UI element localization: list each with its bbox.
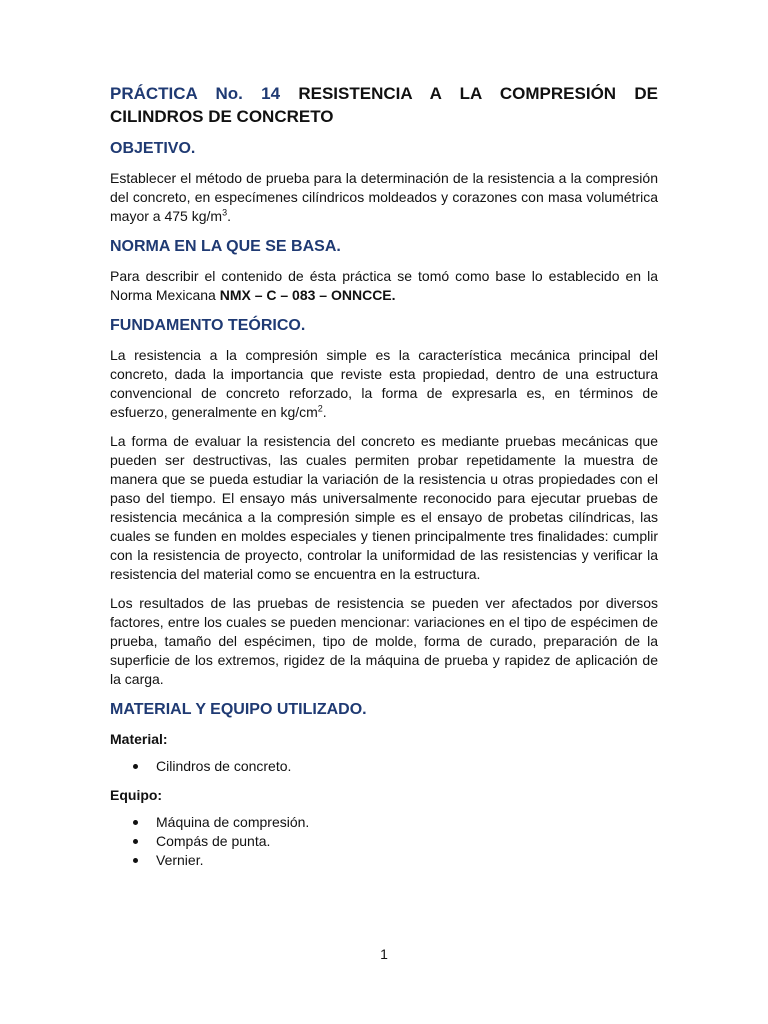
norma-text: Para describir el contenido de ésta práctica se tomó como base lo establecido en la Norma Mexicana xyxy=(110,268,658,303)
paragraph-norma xyxy=(110,267,658,305)
document-title xyxy=(110,82,658,128)
paragraph-fundamento-3: Los resultados de las pruebas de resistencia se pueden ver afectados por diversos factores, entre los cuales se pueden mencionar: variaciones en el tipo de espécimen de prueba, tamaño del espécimen, tipo de molde, forma de curado, preparación de la superficie de los extremos, rigidez de la máquina de prueba y rapidez de aplicación de la carga. xyxy=(110,595,658,687)
list-item: Vernier. xyxy=(110,851,658,870)
material-list xyxy=(110,757,658,776)
list-item: Cilindros de concreto. xyxy=(110,757,658,776)
paragraph-fundamento-2: La forma de evaluar la resistencia del concreto es mediante pruebas mecánicas que pueden ser destructivas, las cuales permiten probar repetidamente la muestra de manera que se pueda estudiar la variación de la resistencia u otras propiedades con el paso del tiempo. El ensayo más universalmente reconocido para ejecutar pruebas de resistencia mecánica a la compresión simple es el ensayo de probetas cilíndricas, las cuales se funden en moldes especiales y tienen principalmente tres finalidades: cumplir con la resistencia de proyecto, controlar la uniformidad de las resistencias y verificar la resistencia del material como se encuentra en la estructura. xyxy=(110,433,658,582)
title-prefix: PRÁCTICA No. 14 xyxy=(110,84,281,103)
objetivo-sup: 3 xyxy=(222,207,228,218)
fundamento-p1-text: La resistencia a la compresión simple es la característica mecánica principal del concreto, dada la importancia que reviste esta propiedad, dentro de una estructura convencional de concreto reforzado, la forma de expresarla es, en términos de esfuerzo, generalmente en kg/cm xyxy=(110,347,658,420)
heading-objetivo: OBJETIVO. xyxy=(110,140,196,157)
equipo-label: Equipo: xyxy=(110,787,163,803)
heading-fundamento: FUNDAMENTO TEÓRICO. xyxy=(110,317,306,334)
list-item: Compás de punta. xyxy=(110,832,658,851)
objetivo-text: Establecer el método de prueba para la determinación de la resistencia a la compresión del concreto, en especímenes cilíndricos moldeados y corazones con masa volumétrica mayor a 475 kg/m xyxy=(110,170,658,224)
objetivo-end: . xyxy=(227,208,231,224)
title-main: RESISTENCIA A LA COMPRESIÓN DE CILINDROS DE CONCRETO xyxy=(110,84,658,126)
page-number: 1 xyxy=(380,946,388,962)
heading-norma: NORMA EN LA QUE SE BASA. xyxy=(110,238,341,255)
fundamento-p1-end: . xyxy=(322,404,327,420)
heading-material-equipo: MATERIAL Y EQUIPO UTILIZADO. xyxy=(110,701,367,718)
fundamento-p1-sup: 2 xyxy=(317,403,323,414)
equipo-list xyxy=(110,813,658,870)
list-item: Máquina de compresión. xyxy=(110,813,658,832)
document-page xyxy=(110,82,658,880)
norma-code: NMX – C – 083 – ONNCCE. xyxy=(219,287,396,303)
material-label: Material: xyxy=(110,731,168,747)
paragraph-fundamento-1 xyxy=(110,346,658,422)
paragraph-objetivo xyxy=(110,169,658,226)
